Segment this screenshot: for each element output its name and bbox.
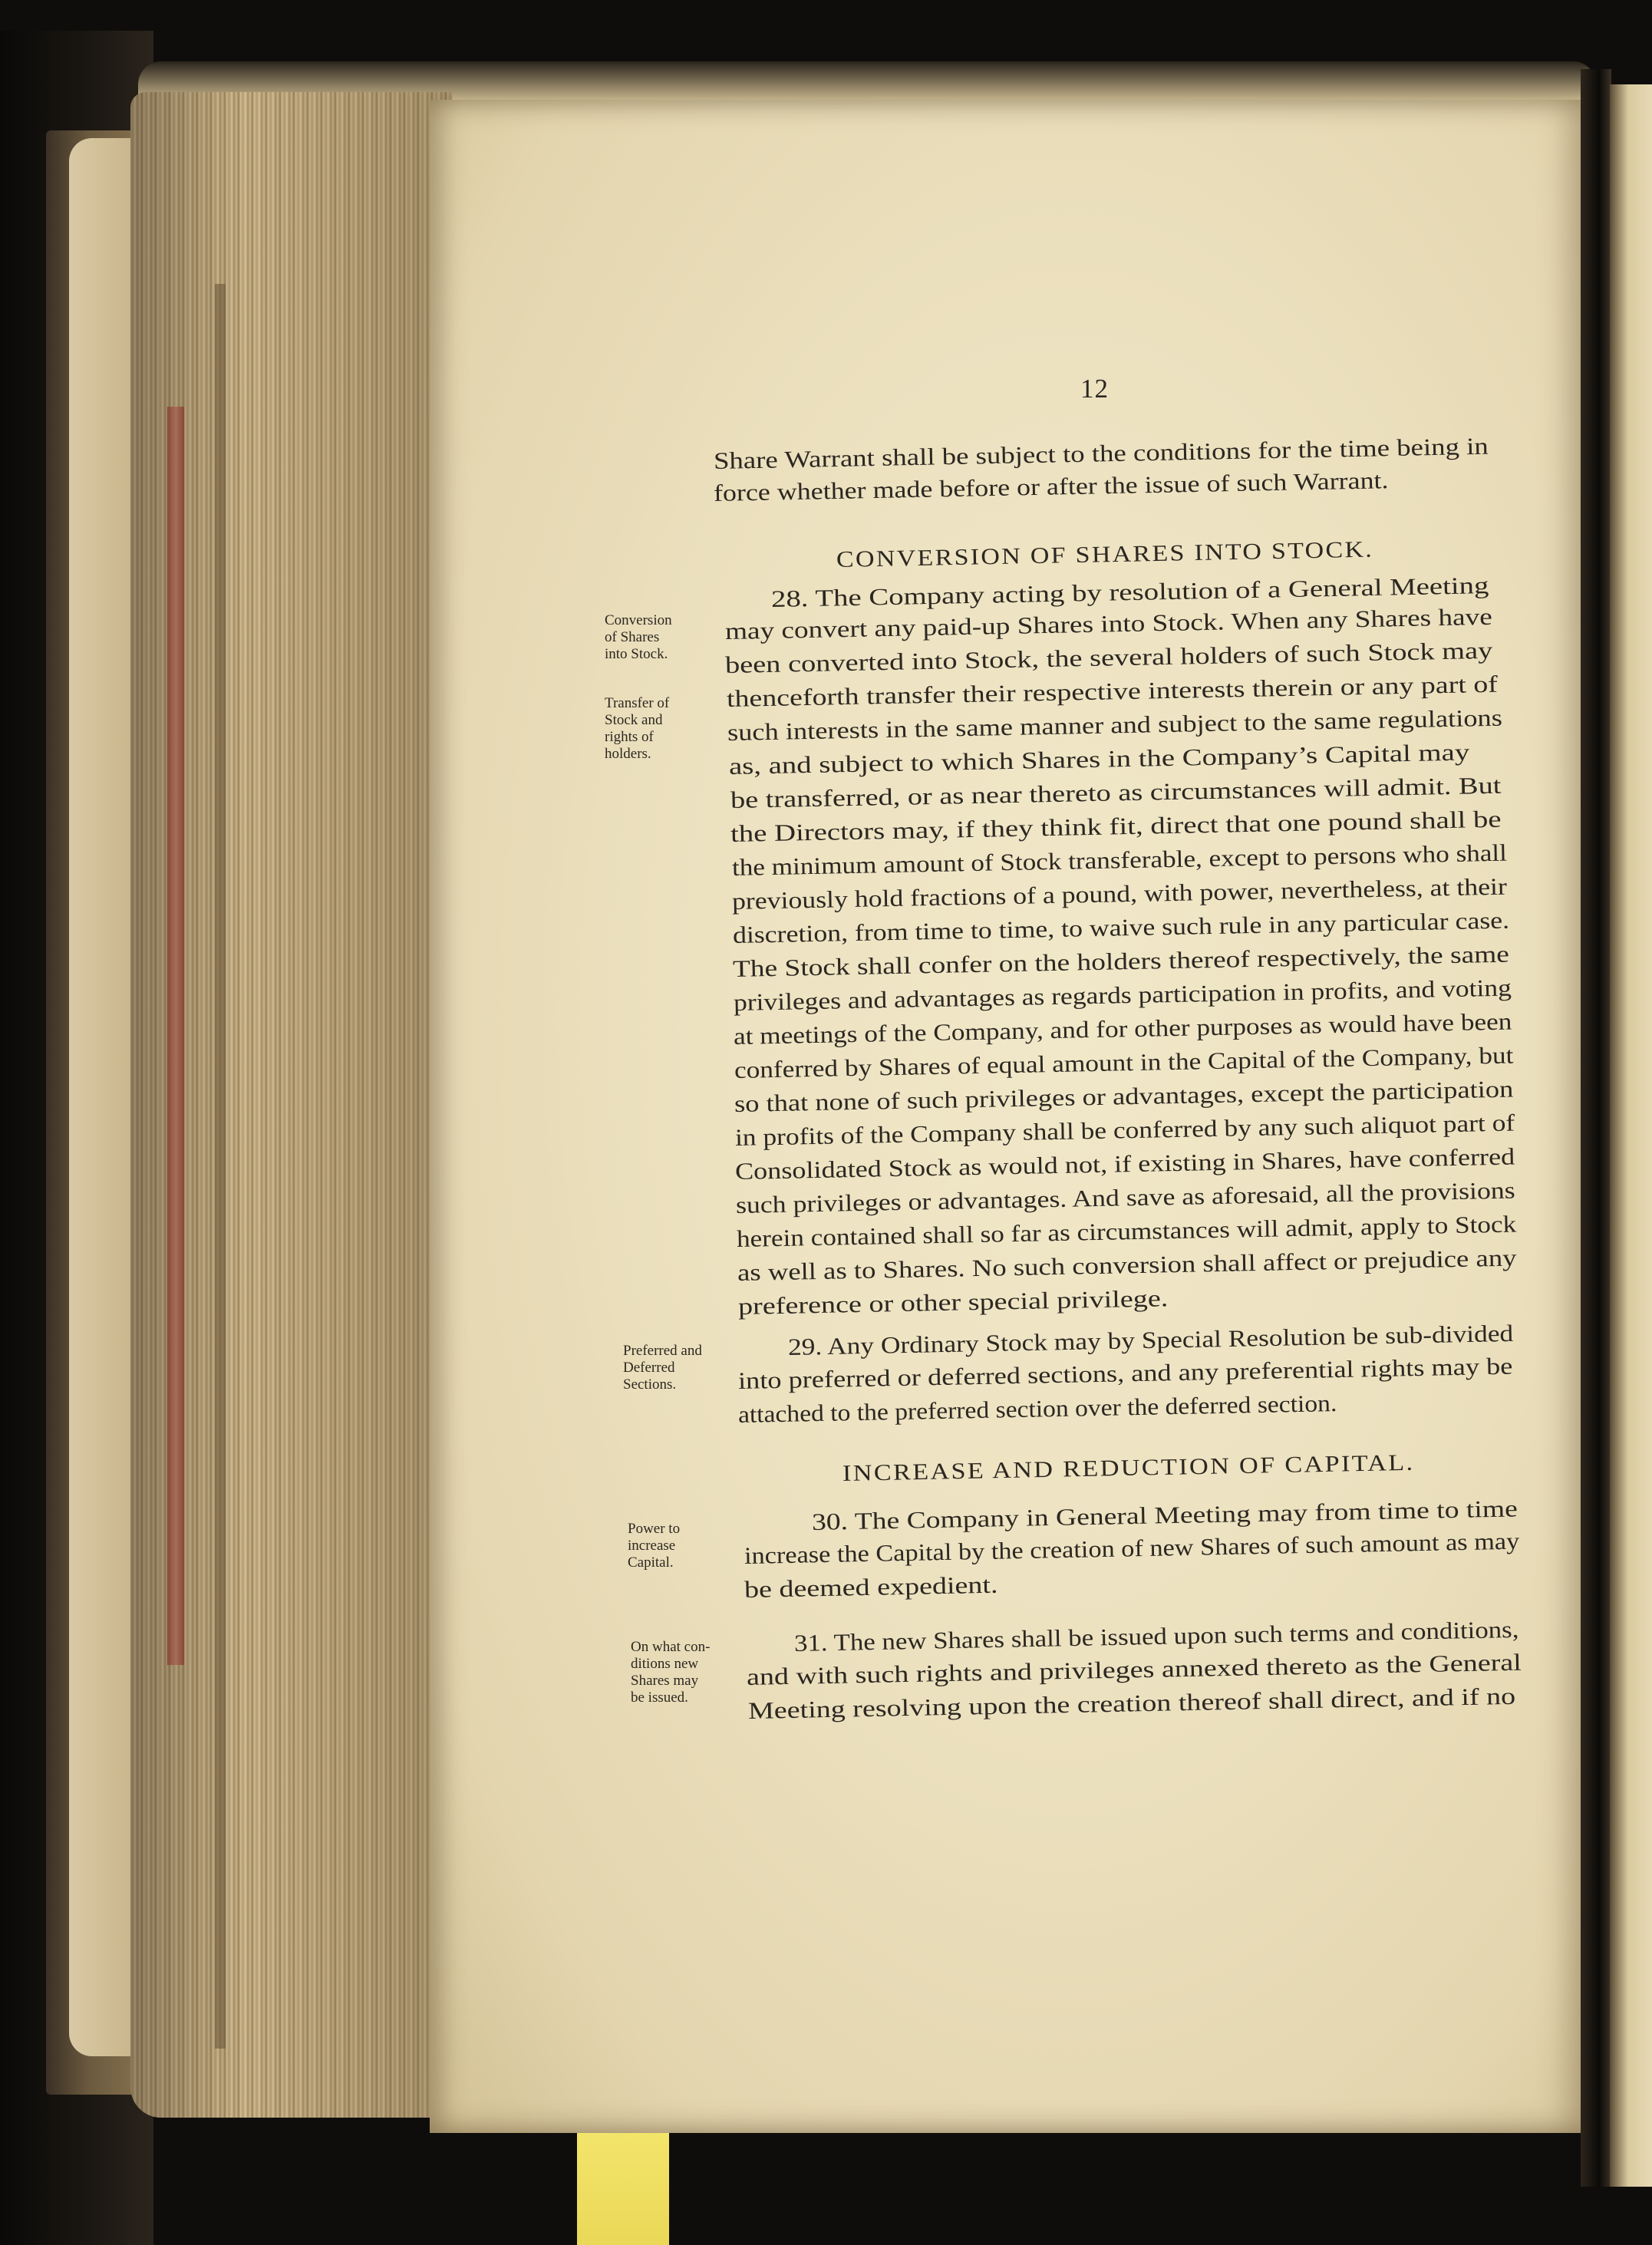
paragraph-line: increase the Capital by the creation of new Shares of such amount as may bbox=[744, 1527, 1520, 1569]
margin-note-line: into Stock. bbox=[605, 646, 668, 662]
margin-note-line: Sections. bbox=[623, 1376, 677, 1393]
paragraph-line: discretion, from time to time, to waive such rule in any particular case. bbox=[732, 906, 1510, 948]
margin-note-line: of Shares bbox=[605, 629, 660, 645]
margin-note-line: Capital. bbox=[628, 1554, 674, 1571]
paragraph-line: so that none of such privileges or advantages, except the participation bbox=[734, 1075, 1514, 1117]
paragraph-line: as, and subject to which Shares in the Company’s Capital may bbox=[728, 738, 1470, 780]
margin-note bbox=[605, 612, 697, 663]
margin-note bbox=[631, 1639, 723, 1706]
paragraph-line: such interests in the same manner and subject to the same regulations bbox=[727, 704, 1503, 746]
paragraph-line: preference or other special privilege. bbox=[737, 1284, 1169, 1320]
margin-note-line: Preferred and bbox=[623, 1343, 702, 1359]
paragraph-line: herein contained shall so far as circumstances will admit, apply to Stock bbox=[736, 1210, 1517, 1252]
paragraph-line: be transferred, or as near thereto as circumstances will admit. But bbox=[730, 771, 1502, 813]
paragraph-line: The Stock shall confer on the holders thereof respectively, the same bbox=[732, 940, 1510, 982]
margin-note-line: be issued. bbox=[631, 1690, 688, 1706]
margin-note-line: Stock and bbox=[605, 712, 663, 728]
paragraph-line: thenceforth transfer their respective interests therein or any part of bbox=[726, 670, 1499, 712]
margin-note-line: increase bbox=[628, 1538, 676, 1554]
paragraph-line: be deemed expedient. bbox=[744, 1571, 998, 1603]
paragraph-line: and with such rights and privileges annexed thereto as the General bbox=[746, 1648, 1522, 1690]
margin-note-line: Transfer of bbox=[605, 695, 670, 711]
opening-line: Share Warrant shall be subject to the conditions for the time being in bbox=[713, 432, 1489, 474]
opening-line: force whether made before or after the issue of such Warrant. bbox=[713, 466, 1389, 506]
paragraph-line: such privileges or advantages. And save as aforesaid, all the provisions bbox=[735, 1176, 1515, 1218]
margin-note-line: Power to bbox=[628, 1521, 681, 1537]
paragraph-line: 28. The Company acting by resolution of a General Meeting bbox=[770, 572, 1489, 612]
paragraph-line: into preferred or deferred sections, and any preferential rights may be bbox=[737, 1352, 1513, 1394]
paragraph-line: 29. Any Ordinary Stock may by Special Resolution be sub-divided bbox=[787, 1319, 1514, 1360]
paragraph-line: as well as to Shares. No such conversion shall affect or prejudice any bbox=[737, 1244, 1517, 1286]
margin-note-line: holders. bbox=[605, 746, 651, 762]
paragraph-line: conferred by Shares of equal amount in the Capital of the Company, but bbox=[734, 1041, 1514, 1083]
margin-note-line: Deferred bbox=[623, 1360, 675, 1376]
margin-note-line: ditions new bbox=[631, 1656, 699, 1672]
margin-note-line: On what con- bbox=[631, 1639, 711, 1655]
paragraph-line: privileges and advantages as regards participation in profits, and voting bbox=[733, 974, 1512, 1016]
paragraph-line: the Directors may, if they think fit, direct that one pound shall be bbox=[730, 805, 1502, 847]
paragraph-line: Meeting resolving upon the creation thereof shall direct, and if no bbox=[747, 1682, 1516, 1724]
margin-note bbox=[605, 695, 697, 763]
paragraph-line: 31. The new Shares shall be issued upon such terms and conditions, bbox=[793, 1615, 1519, 1657]
paragraph-line: the minimum amount of Stock transferable, except to persons who shall bbox=[731, 839, 1508, 881]
paragraph-line: Consolidated Stock as would not, if existing in Shares, have conferred bbox=[734, 1142, 1515, 1185]
paragraph-line: been converted into Stock, the several holders of such Stock may bbox=[724, 636, 1493, 678]
margin-note bbox=[623, 1343, 715, 1393]
margin-note-line: Shares may bbox=[631, 1673, 699, 1689]
paragraph-line: may convert any paid-up Shares into Stock. When any Shares have bbox=[724, 602, 1493, 644]
paragraph-line: in profits of the Company shall be conferred by any such aliquot part of bbox=[734, 1109, 1515, 1151]
section-heading: CONVERSION OF SHARES INTO STOCK. bbox=[836, 536, 1374, 572]
margin-note-line: rights of bbox=[605, 729, 654, 745]
paragraph-line: attached to the preferred section over the deferred section. bbox=[737, 1390, 1337, 1428]
paragraph-line: previously hold fractions of a pound, with power, nevertheless, at their bbox=[731, 872, 1508, 915]
section-heading: INCREASE AND REDUCTION OF CAPITAL. bbox=[842, 1449, 1415, 1486]
paragraph-line: 30. The Company in General Meeting may from time to time bbox=[811, 1495, 1518, 1535]
margin-note bbox=[628, 1521, 720, 1571]
paragraph-line: at meetings of the Company, and for other purposes as would have been bbox=[733, 1007, 1512, 1050]
page-number: 12 bbox=[1080, 374, 1109, 404]
margin-note-line: Conversion bbox=[605, 612, 672, 628]
